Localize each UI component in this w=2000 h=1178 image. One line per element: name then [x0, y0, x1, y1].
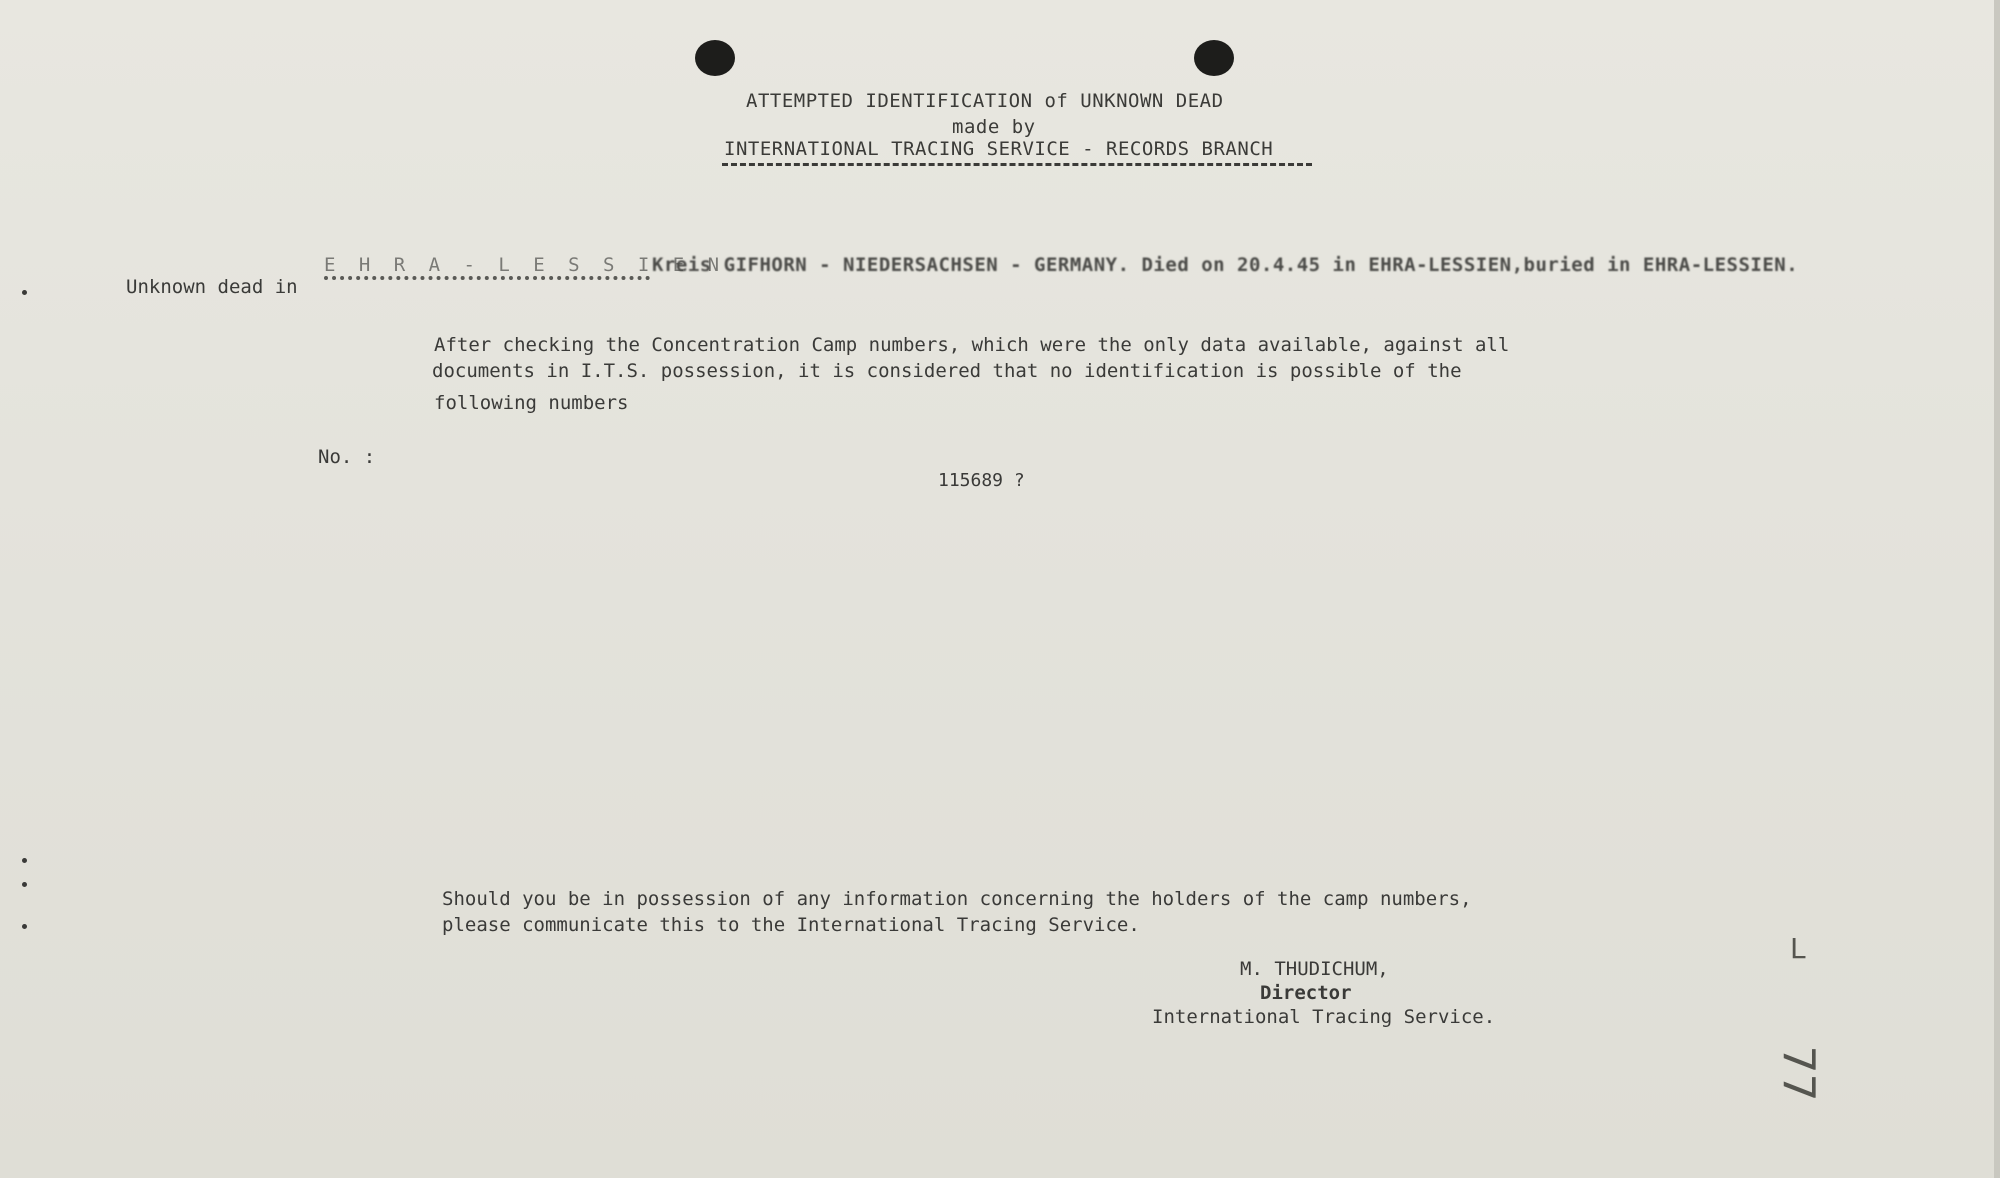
place-name: E H R A - L E S S I E N: [324, 254, 726, 276]
header-made-by: made by: [952, 116, 1036, 138]
signature-org: International Tracing Service.: [1152, 1006, 1496, 1028]
closing-line-1: Should you be in possession of any information concerning the holders of the camp numbers,: [442, 888, 1472, 910]
place-details: Kreis GIFHORN - NIEDERSACHSEN - GERMANY. Died on 20.4.45 in EHRA-LESSIEN,buried in EHRA-LESSIEN.: [652, 254, 1799, 276]
dotted-fill: [324, 276, 650, 280]
margin-side-mark: L: [1790, 932, 1806, 965]
header-title: ATTEMPTED IDENTIFICATION of UNKNOWN DEAD: [746, 90, 1224, 112]
header-rule: [722, 163, 1312, 166]
punch-hole-right: [1194, 40, 1234, 76]
unknown-dead-label: Unknown dead in: [126, 276, 298, 298]
header-branch: INTERNATIONAL TRACING SERVICE - RECORDS BRANCH: [724, 138, 1274, 160]
margin-dot: [22, 290, 27, 295]
margin-dot: [22, 882, 27, 887]
camp-number: 115689 ?: [938, 470, 1025, 491]
body-line-3: following numbers: [434, 392, 629, 414]
numbers-label: No. :: [318, 446, 376, 468]
page-number: 77: [1772, 1045, 1824, 1102]
body-line-1: After checking the Concentration Camp numbers, which were the only data available, against all: [434, 334, 1510, 356]
punch-hole-left: [695, 40, 735, 76]
signature-title: Director: [1260, 982, 1352, 1004]
body-line-2: documents in I.T.S. possession, it is considered that no identification is possible of the: [432, 360, 1462, 382]
margin-dot: [22, 924, 27, 929]
margin-dot: [22, 858, 27, 863]
signature-name: M. THUDICHUM,: [1240, 958, 1389, 980]
closing-line-2: please communicate this to the International Tracing Service.: [442, 914, 1140, 936]
